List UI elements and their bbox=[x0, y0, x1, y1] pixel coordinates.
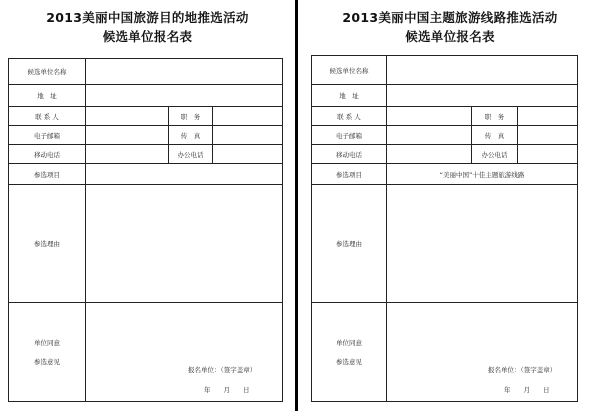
position-label: 职 务 bbox=[168, 106, 213, 126]
fax-label: 传 真 bbox=[168, 125, 213, 145]
route-registration-form bbox=[300, 0, 600, 411]
email-field[interactable] bbox=[85, 125, 169, 145]
project-field[interactable] bbox=[85, 163, 283, 185]
email-field[interactable] bbox=[386, 125, 472, 145]
office-phone-field[interactable] bbox=[212, 144, 283, 164]
mobile-label: 移动电话 bbox=[311, 144, 387, 164]
opinion-field[interactable] bbox=[85, 302, 283, 402]
candidate-name-label: 候选单位名称 bbox=[8, 58, 86, 85]
mobile-field[interactable] bbox=[386, 144, 472, 164]
email-label: 电子邮箱 bbox=[8, 125, 86, 145]
position-field[interactable] bbox=[517, 106, 578, 126]
fax-label: 传 真 bbox=[471, 125, 518, 145]
date-text: 年 月 日 bbox=[504, 386, 550, 394]
description-field[interactable] bbox=[386, 184, 578, 303]
fax-field[interactable] bbox=[212, 125, 283, 145]
opinion-label-line2: 参选意见 bbox=[34, 358, 60, 366]
opinion-label-line1: 单位同意 bbox=[34, 339, 60, 347]
destination-registration-form bbox=[0, 0, 295, 411]
email-label: 电子邮箱 bbox=[311, 125, 387, 145]
form-subtitle: 候选单位报名表 bbox=[102, 29, 193, 44]
contact-field[interactable] bbox=[386, 106, 472, 126]
project-label: 参选项目 bbox=[311, 163, 387, 185]
address-label: 地 址 bbox=[8, 84, 86, 107]
form-title: 2013美丽中国旅游目的地推选活动 bbox=[46, 10, 249, 25]
description-field[interactable] bbox=[85, 184, 283, 303]
address-field[interactable] bbox=[85, 84, 283, 107]
address-label: 地 址 bbox=[311, 84, 387, 107]
signature-text: 报名单位：（签字盖章） bbox=[188, 366, 257, 374]
address-field[interactable] bbox=[386, 84, 578, 107]
candidate-name-label: 候选单位名称 bbox=[311, 55, 387, 85]
office-phone-label: 办公电话 bbox=[471, 144, 518, 164]
contact-label: 联 系 人 bbox=[8, 106, 86, 126]
signature-text: 报名单位：（签字盖章） bbox=[488, 366, 557, 374]
description-label: 参选理由 bbox=[311, 184, 387, 303]
candidate-name-field[interactable] bbox=[386, 55, 578, 85]
opinion-label bbox=[311, 302, 387, 402]
mobile-label: 移动电话 bbox=[8, 144, 86, 164]
office-phone-label: 办公电话 bbox=[168, 144, 213, 164]
office-phone-field[interactable] bbox=[517, 144, 578, 164]
mobile-field[interactable] bbox=[85, 144, 169, 164]
opinion-label-line1: 单位同意 bbox=[336, 339, 362, 347]
candidate-name-field[interactable] bbox=[85, 58, 283, 85]
project-field[interactable]: “美丽中国”十佳主题旅游线路 bbox=[386, 163, 578, 185]
fax-field[interactable] bbox=[517, 125, 578, 145]
form-subtitle: 候选单位报名表 bbox=[405, 29, 495, 44]
position-label: 职 务 bbox=[471, 106, 518, 126]
position-field[interactable] bbox=[212, 106, 283, 126]
form-title: 2013美丽中国主题旅游线路推选活动 bbox=[342, 10, 558, 25]
description-label: 参选理由 bbox=[8, 184, 86, 303]
project-label: 参选项目 bbox=[8, 163, 86, 185]
contact-label: 联 系 人 bbox=[311, 106, 387, 126]
form-divider bbox=[295, 0, 298, 411]
opinion-label-line2: 参选意见 bbox=[336, 358, 362, 366]
opinion-label bbox=[8, 302, 86, 402]
contact-field[interactable] bbox=[85, 106, 169, 126]
date-text: 年 月 日 bbox=[204, 386, 250, 394]
